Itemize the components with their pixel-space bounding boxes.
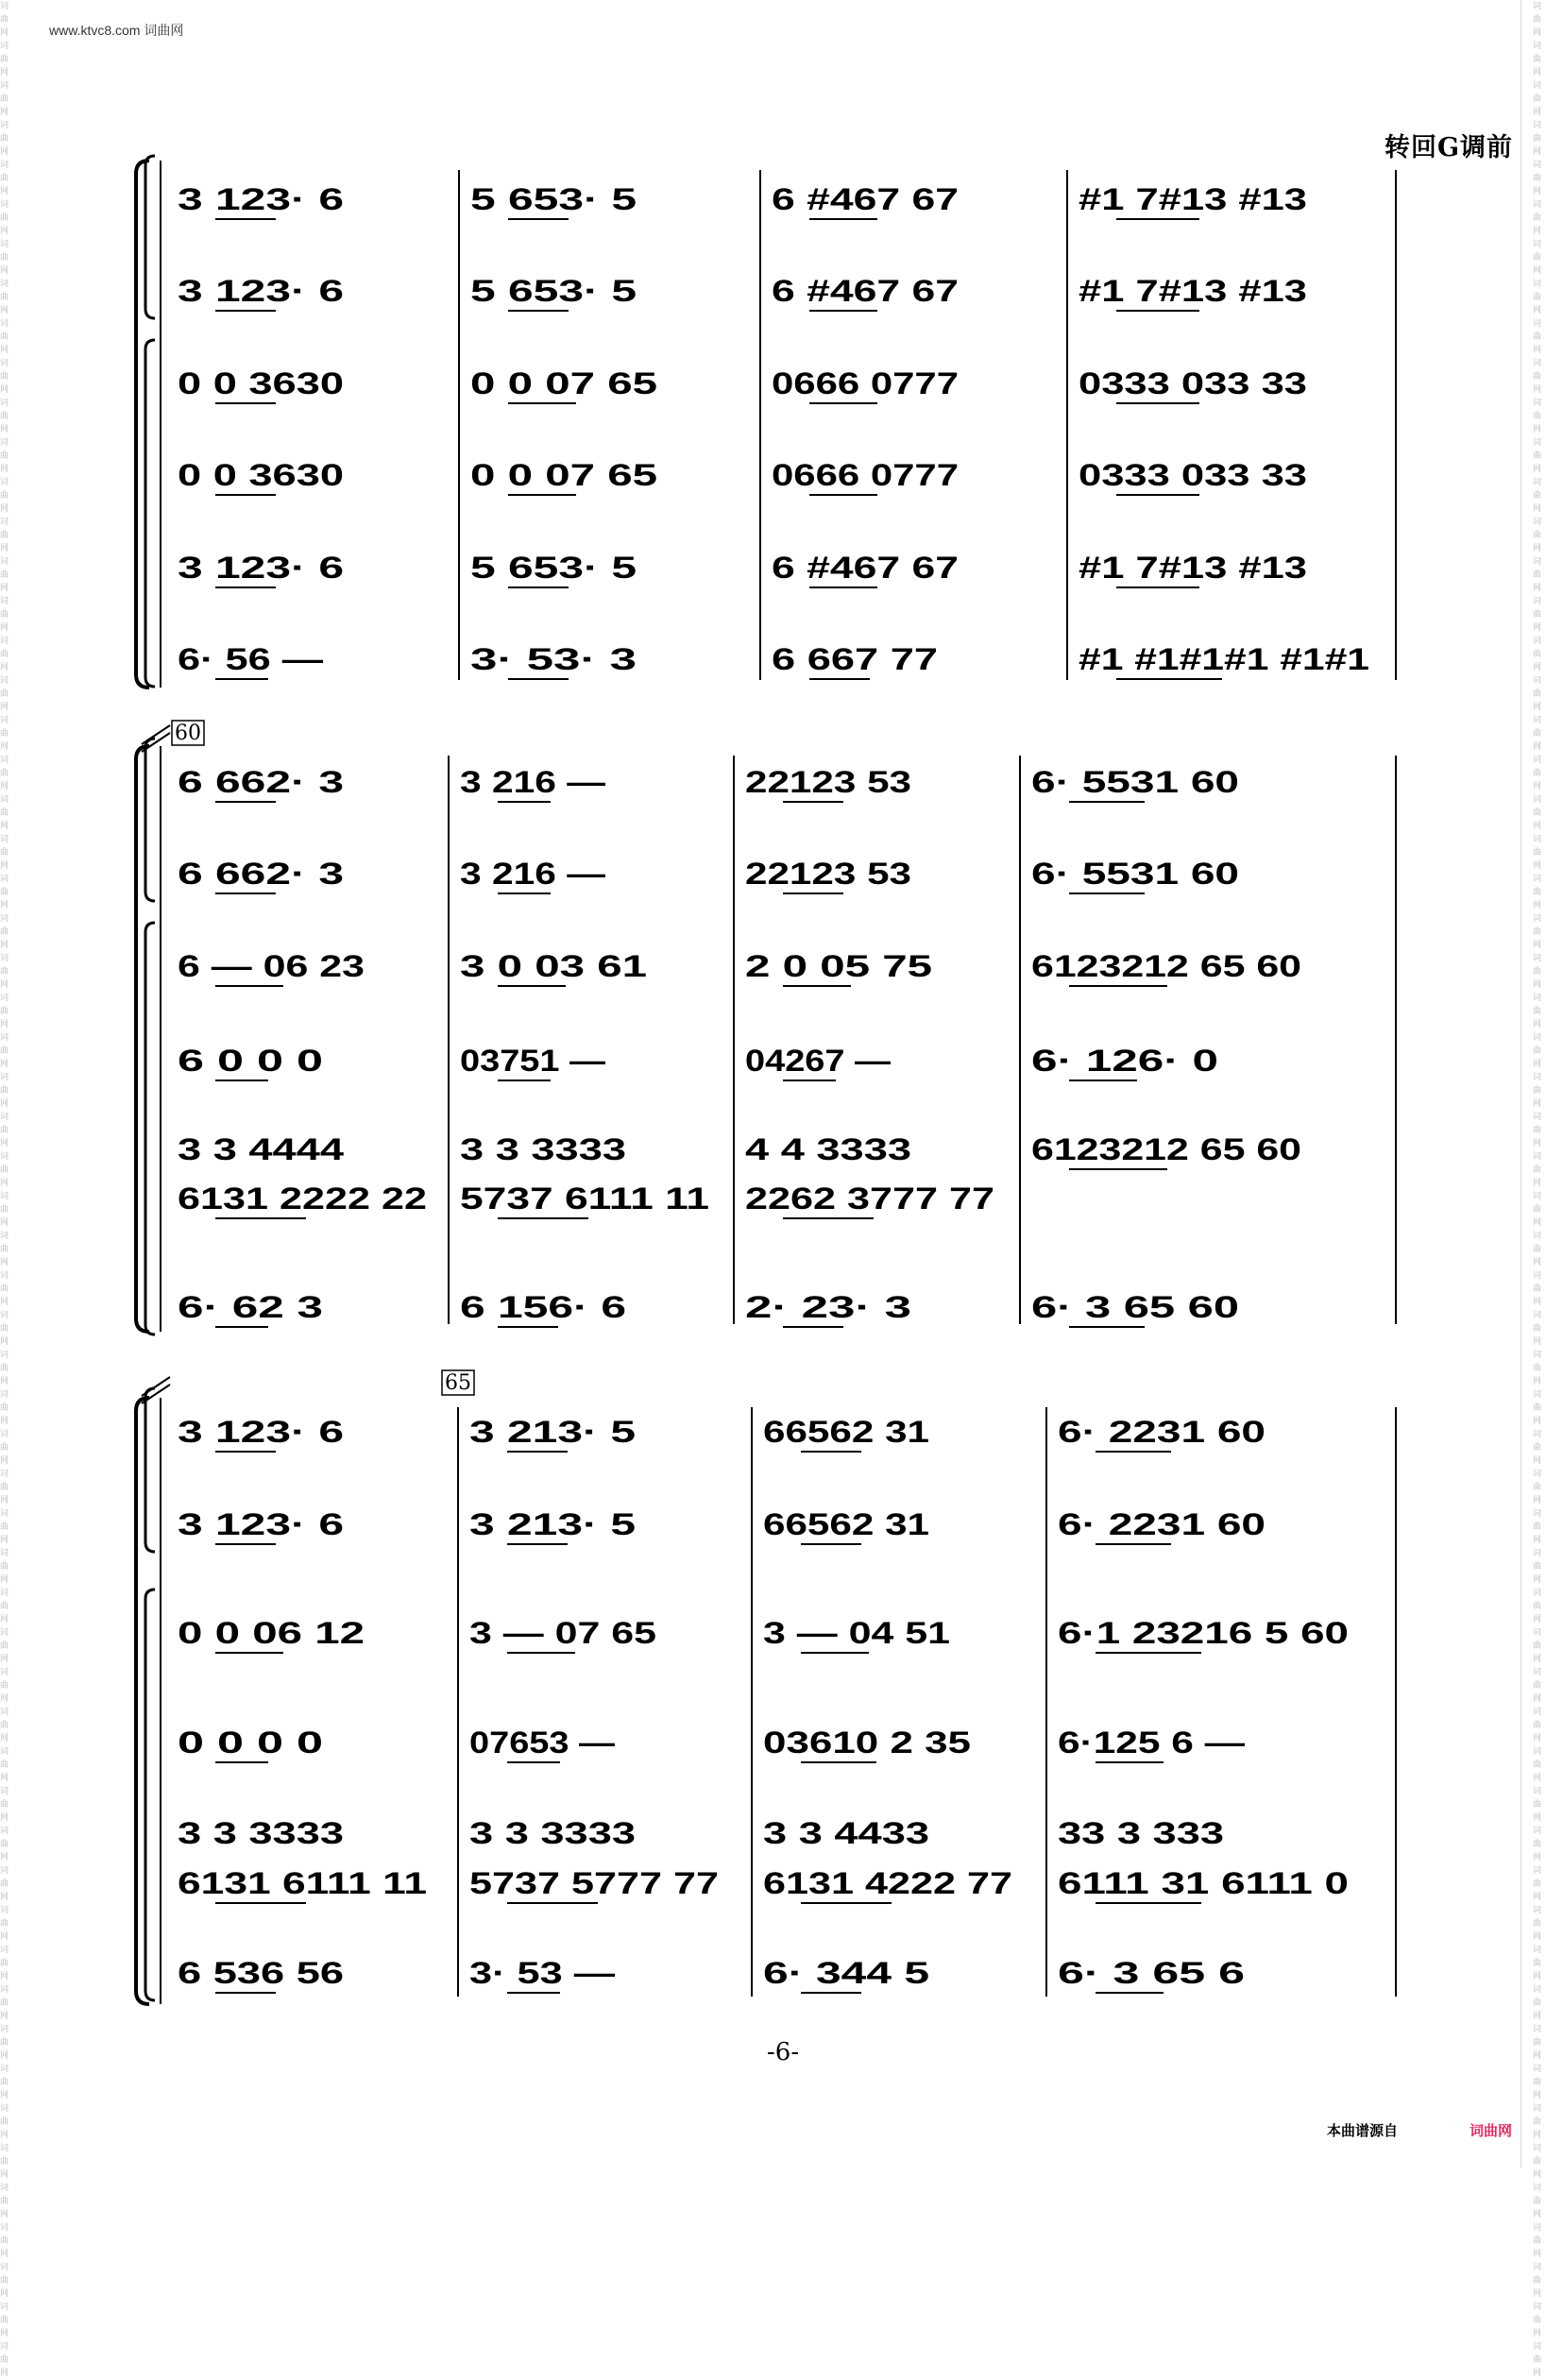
note-row: 3 216 —	[460, 765, 605, 799]
note-row: 3 123· 6	[178, 1507, 344, 1541]
note-row: 33 3 333	[1058, 1816, 1224, 1850]
note-row: 6· 2231 60	[1058, 1415, 1266, 1449]
note-row: 3 3 4433	[763, 1816, 929, 1850]
note-row: 6· 2231 60	[1058, 1507, 1266, 1541]
note-row: 6 667 77	[772, 642, 938, 676]
note-row: 3 123· 6	[178, 1415, 344, 1449]
note-row: 6· 5531 60	[1031, 857, 1239, 891]
note-row: 0 0 3630	[178, 366, 344, 400]
footer-source-label: 本曲谱源自	[1327, 2123, 1399, 2139]
note-row: 3 3 3333	[460, 1132, 626, 1166]
note-row: 3 — 04 51	[763, 1616, 950, 1650]
note-row: 66562 31	[763, 1507, 929, 1541]
page-number: -6-	[767, 2038, 800, 2066]
system-bracket	[136, 161, 149, 688]
note-row: 0 0 06 12	[178, 1616, 365, 1650]
note-row: 0333 033 33	[1079, 366, 1307, 400]
measure-number: 60	[175, 722, 201, 745]
note-row: #1 7#13 #13	[1079, 551, 1307, 585]
note-row: 66562 31	[763, 1415, 929, 1449]
note-row: #1 7#13 #13	[1079, 274, 1307, 308]
note-row: 07653 —	[469, 1726, 615, 1760]
note-row: 22123 53	[745, 857, 911, 891]
note-row: 3 3 4444	[178, 1132, 345, 1166]
note-row: 6· 3 65 60	[1031, 1290, 1239, 1324]
note-row: 4 4 3333	[745, 1132, 911, 1166]
note-row: 3 216 —	[460, 857, 605, 891]
note-row: 6 662· 3	[178, 765, 344, 799]
note-row: 0333 033 33	[1079, 458, 1307, 492]
note-row: 3 0 03 61	[460, 949, 647, 983]
note-row: 6· 3 65 6	[1058, 1956, 1245, 1990]
note-row: 6131 4222 77	[763, 1866, 1012, 1900]
note-row: 6·125 6 —	[1058, 1726, 1245, 1760]
note-row: 6131 2222 22	[178, 1182, 427, 1216]
staff-group-brace	[145, 1388, 155, 1552]
staff-group-brace	[145, 156, 155, 318]
note-row: 5737 5777 77	[469, 1866, 719, 1900]
site-header-text: www.ktvc8.com 词曲网	[49, 23, 184, 38]
note-row: 5 653· 5	[470, 551, 637, 585]
note-row: 3 213· 5	[469, 1507, 636, 1541]
staff-group-brace	[145, 739, 155, 901]
note-row: 3 — 07 65	[469, 1616, 656, 1650]
staff-group-brace	[145, 1590, 155, 2000]
note-row: 6131 6111 11	[178, 1866, 427, 1900]
note-row: 6 662· 3	[178, 857, 344, 891]
note-row: 3 213· 5	[469, 1415, 636, 1449]
note-row: 3 123· 6	[178, 182, 344, 216]
system-bracket	[136, 1398, 149, 2004]
note-row: 6123212 65 60	[1031, 949, 1301, 983]
note-row: 6· 344 5	[763, 1956, 929, 1990]
note-row: 3 3 3333	[178, 1816, 344, 1850]
system-bracket	[136, 746, 149, 1332]
note-row: 3 3 3333	[469, 1816, 636, 1850]
note-row: 5 653· 5	[470, 274, 637, 308]
note-row: 5737 6111 11	[460, 1182, 709, 1216]
note-row: 6 — 06 23	[178, 949, 365, 983]
note-row: 0 0 3630	[178, 458, 344, 492]
note-row: 3 123· 6	[178, 274, 344, 308]
note-row: 6 #467 67	[772, 274, 959, 308]
key-change-annotation: 转回G调前	[1385, 133, 1514, 162]
note-row: 6· 56 —	[178, 642, 323, 676]
note-row: 2262 3777 77	[745, 1182, 994, 1216]
note-row: 6· 62 3	[178, 1290, 323, 1324]
note-row: 2· 23· 3	[745, 1290, 911, 1324]
note-row: 6111 31 6111 0	[1058, 1866, 1349, 1900]
note-row: 03610 2 35	[763, 1726, 971, 1760]
note-row: 0 0 0 0	[178, 1726, 323, 1760]
note-row: 6· 126· 0	[1031, 1044, 1218, 1078]
note-row: 3 123· 6	[178, 551, 344, 585]
note-row: 6 #467 67	[772, 182, 959, 216]
staff-group-brace	[145, 340, 155, 687]
note-row: 0 0 07 65	[470, 458, 657, 492]
note-row: 0 0 07 65	[470, 366, 657, 400]
note-row: 6123212 65 60	[1031, 1132, 1301, 1166]
note-row: 6 0 0 0	[178, 1044, 323, 1078]
note-row: 5 653· 5	[470, 182, 637, 216]
note-row: #1 #1#1#1 #1#1	[1079, 642, 1369, 676]
note-row: 0666 0777	[772, 458, 959, 492]
staff-group-brace	[145, 923, 155, 1334]
footer-brand-logo: 词曲网	[1470, 2123, 1513, 2139]
note-row: 2 0 05 75	[745, 949, 932, 983]
note-row: 22123 53	[745, 765, 911, 799]
left-watermark-strip: 词曲网词曲网词曲网词曲网词曲网词曲网词曲网词曲网词曲网词曲网词曲网词曲网词曲网词曲网词曲网词曲网词曲网词曲网词曲网词曲网词曲网词曲网词曲网词曲网词曲网词曲网词曲网词曲网词曲网词曲网词曲网词曲网词曲网词曲网词曲网词曲网词曲网词曲网词曲网词曲网词曲网词曲网词曲网词曲网词曲网词曲网词曲网词曲网词曲网词曲网词曲网词曲网词曲网词曲网词曲网词曲网词曲网词曲网词曲网词曲网	[0, 2, 9, 2378]
note-row: 03751 —	[460, 1044, 605, 1078]
note-row: 6 #467 67	[772, 551, 959, 585]
measure-number: 65	[445, 1371, 471, 1395]
note-row: #1 7#13 #13	[1079, 182, 1307, 216]
right-watermark-strip: 词曲网词曲网词曲网词曲网词曲网词曲网词曲网词曲网词曲网词曲网词曲网词曲网词曲网词曲网词曲网词曲网词曲网词曲网词曲网词曲网词曲网词曲网词曲网词曲网词曲网词曲网词曲网词曲网词曲网词曲网词曲网词曲网词曲网词曲网词曲网词曲网词曲网词曲网词曲网词曲网词曲网词曲网词曲网词曲网词曲网词曲网词曲网词曲网词曲网词曲网词曲网词曲网词曲网词曲网词曲网词曲网词曲网词曲网词曲网词曲网	[1533, 2, 1542, 2378]
note-row: 6·1 23216 5 60	[1058, 1616, 1349, 1650]
note-row: 3· 53· 3	[470, 642, 637, 676]
note-row: 0666 0777	[772, 366, 959, 400]
note-row: 6· 5531 60	[1031, 765, 1239, 799]
note-row: 04267 —	[745, 1044, 891, 1078]
note-row: 6 536 56	[178, 1956, 344, 1990]
note-row: 6 156· 6	[460, 1290, 626, 1324]
note-row: 3· 53 —	[469, 1956, 615, 1990]
